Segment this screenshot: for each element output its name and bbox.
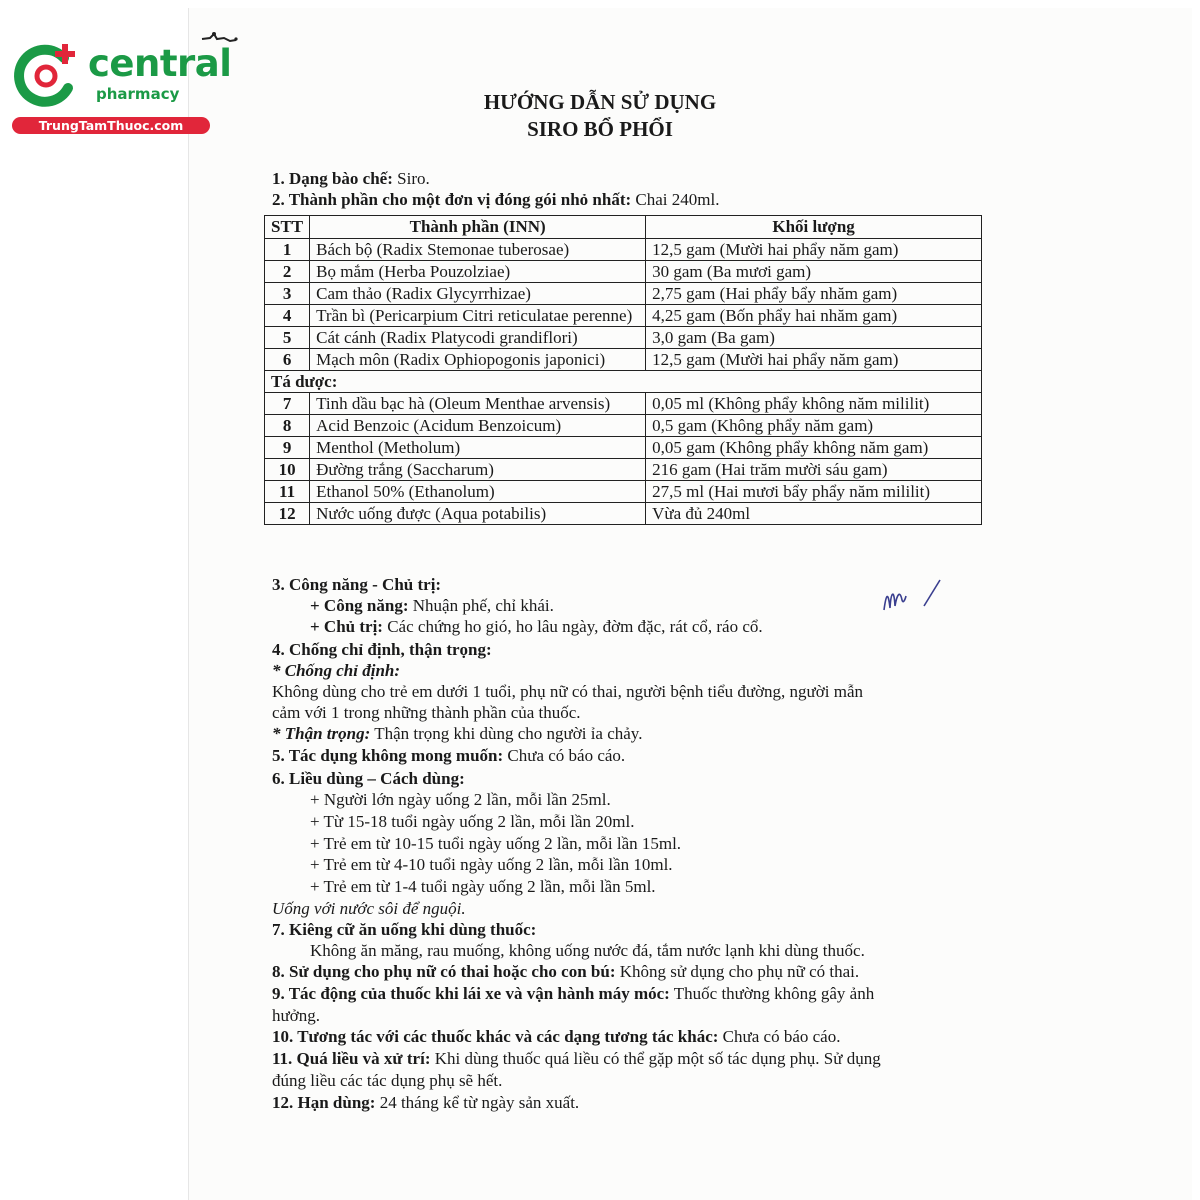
handwritten-signature [876,570,946,620]
section-6-heading: 6. Liều dùng – Cách dùng: [272,769,465,788]
table-row: 11 Ethanol 50% (Ethanolum) 27,5 ml (Hai mươi bẩy phẩy năm mililit) [265,481,982,503]
dosage-item: + Trẻ em từ 1-4 tuổi ngày uống 2 lần, mỗi lần 5ml. [310,877,656,896]
dosage-item: + Trẻ em từ 10-15 tuổi ngày uống 2 lần, mỗi lần 15ml. [310,834,682,853]
header-stt: STT [265,216,310,239]
section-10: 10. Tương tác với các thuốc khác và các dạng tương tác khác: Chưa có báo cáo. [272,1027,841,1046]
table-row: 10 Đường trắng (Saccharum) 216 gam (Hai trăm mười sáu gam) [265,459,982,481]
header-ingredient: Thành phần (INN) [310,216,646,239]
dosage-item: + Người lớn ngày uống 2 lần, mỗi lần 25ml. [310,790,611,809]
dosage-item: + Trẻ em từ 4-10 tuổi ngày uống 2 lần, mỗi lần 10ml. [310,855,673,874]
section-11-cont: đúng liều các tác dụng phụ sẽ hết. [272,1071,503,1090]
caution-line: * Thận trọng: Thận trọng khi dùng cho người ỉa chảy. [272,724,643,743]
table-row: 2 Bọ mắm (Herba Pouzolziae) 30 gam (Ba mươi gam) [265,261,982,283]
contraindication-text-2: cảm với 1 trong những thành phần của thuốc. [272,703,581,722]
table-row: 1 Bách bộ (Radix Stemonae tuberosae) 12,5 gam (Mười hai phẩy năm gam) [265,239,982,261]
section-11: 11. Quá liều và xử trí: Khi dùng thuốc quá liều có thể gặp một số tác dụng phụ. Sử dụng [272,1049,881,1068]
section-1: 1. Dạng bào chế: Siro. [272,169,430,188]
table-row: 8 Acid Benzoic (Acidum Benzoicum) 0,5 gam (Không phẩy năm gam) [265,415,982,437]
table-header-row [265,216,982,239]
table-row: 3 Cam thảo (Radix Glycyrrhizae) 2,75 gam (Hai phẩy bẩy nhăm gam) [265,283,982,305]
section-3-heading: 3. Công năng - Chủ trị: [272,575,442,594]
ingredients-table [264,215,982,525]
section-7-text: Không ăn măng, rau muống, không uống nước đá, tắm nước lạnh khi dùng thuốc. [310,941,865,960]
section-9-cont: hưởng. [272,1006,320,1025]
table-row: 5 Cát cánh (Radix Platycodi grandiflori) 3,0 gam (Ba gam) [265,327,982,349]
contraindication-label: * Chống chỉ định: [272,661,401,680]
section-4-heading: 4. Chống chỉ định, thận trọng: [272,640,492,659]
header-amount: Khối lượng [646,216,982,239]
section-3-function: + Công năng: Nhuận phế, chỉ khái. [310,596,554,615]
section-9: 9. Tác động của thuốc khi lái xe và vận hành máy móc: Thuốc thường không gây ảnh [272,984,875,1003]
section-5: 5. Tác dụng không mong muốn: Chưa có báo cáo. [272,746,626,765]
logo-brand: central [88,42,232,85]
table-row: 4 Trần bì (Pericarpium Citri reticulatae perenne) 4,25 gam (Bốn phẩy hai nhăm gam) [265,305,982,327]
section-8: 8. Sử dụng cho phụ nữ có thai hoặc cho con bú: Không sử dụng cho phụ nữ có thai. [272,962,860,981]
section-7-heading: 7. Kiêng cữ ăn uống khi dùng thuốc: [272,920,537,939]
table-row: 6 Mạch môn (Radix Ophiopogonis japonici) 12,5 gam (Mười hai phẩy năm gam) [265,349,982,371]
table-row: 9 Menthol (Metholum) 0,05 gam (Không phẩy không năm gam) [265,437,982,459]
contraindication-text: Không dùng cho trẻ em dưới 1 tuổi, phụ nữ có thai, người bệnh tiểu đường, người mẫn [272,682,864,701]
dosage-item: + Từ 15-18 tuổi ngày uống 2 lần, mỗi lần 20ml. [310,812,635,831]
section-12: 12. Hạn dùng: 24 tháng kể từ ngày sản xuất. [272,1093,580,1112]
table-row: 7 Tinh dầu bạc hà (Oleum Menthae arvensis) 0,05 ml (Không phẩy không năm mililit) [265,393,982,415]
section-3-indication: + Chủ trị: Các chứng ho gió, ho lâu ngày, đờm đặc, rát cổ, ráo cổ. [310,617,763,636]
logo-url-link[interactable]: TrungTamThuoc.com [12,117,210,134]
table-row: 12 Nước uống được (Aqua potabilis) Vừa đủ 240ml [265,503,982,525]
doc-subtitle: SIRO BỔ PHỔI [527,117,673,141]
excipient-header-row: Tá dược: [265,371,982,393]
doc-title: HƯỚNG DẪN SỬ DỤNG [483,90,717,114]
dosage-note: Uống với nước sôi để nguội. [272,899,466,918]
logo-subtitle: pharmacy [96,85,180,103]
section-2: 2. Thành phần cho một đơn vị đóng gói nhỏ nhất: Chai 240ml. [272,190,720,209]
